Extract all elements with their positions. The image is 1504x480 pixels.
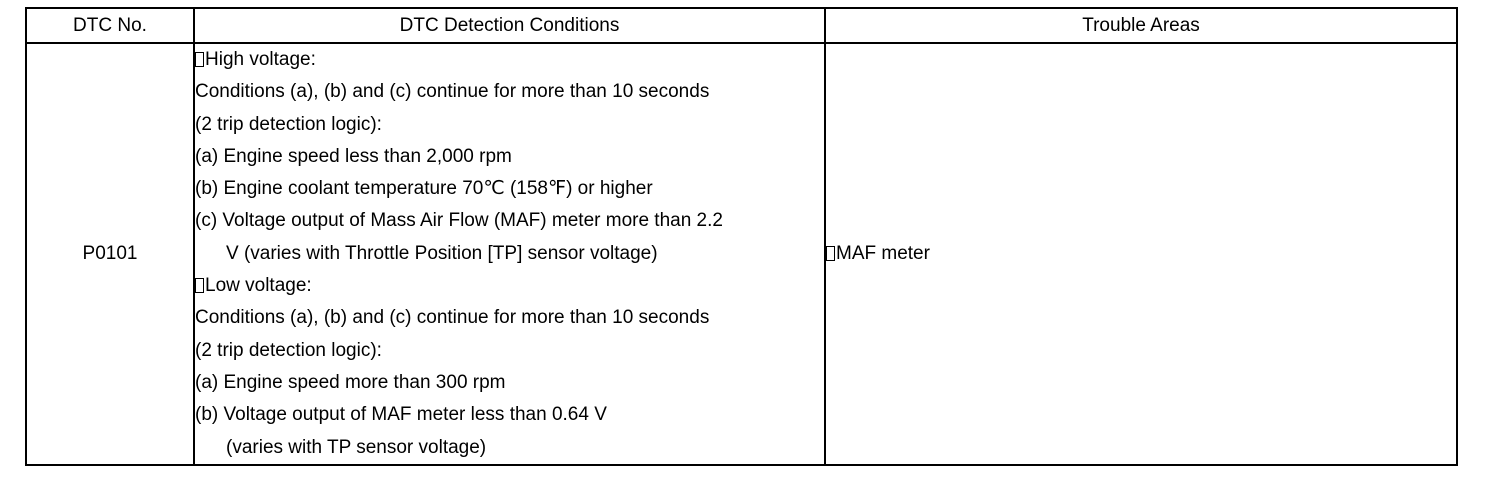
header-dtc-no: DTC No. [26,8,194,43]
bullet-box-icon [826,246,835,261]
condition-line: V (varies with Throttle Position [TP] sensor voltage) [226,242,658,264]
high-voltage-heading: High voltage: [195,44,824,76]
trouble-area-item: MAF meter [836,242,930,264]
condition-line: (a) Engine speed more than 300 rpm [195,371,506,393]
header-detection-conditions: DTC Detection Conditions [194,8,825,43]
condition-line: (b) Voltage output of MAF meter less than 0.64 V [195,404,607,426]
condition-line: (a) Engine speed less than 2,000 rpm [195,145,512,167]
bullet-box-icon [195,52,204,67]
header-trouble-areas: Trouble Areas [825,8,1457,43]
table-header-row [26,8,1457,43]
condition-line: (2 trip detection logic): [195,113,382,135]
dtc-code-cell [26,43,194,465]
dtc-code: P0101 [82,242,138,264]
condition-line: (b) Engine coolant temperature 70℃ (158℉) or higher [195,178,653,200]
trouble-areas-cell [825,43,1457,465]
condition-line: Conditions (a), (b) and (c) continue for more than 10 seconds [195,307,710,329]
condition-line: (varies with TP sensor voltage) [226,436,487,458]
condition-line: (2 trip detection logic): [195,339,382,361]
dtc-table [25,7,1458,466]
low-voltage-heading: Low voltage: [195,270,824,302]
table-row [26,43,1457,465]
condition-line: Conditions (a), (b) and (c) continue for more than 10 seconds [195,81,710,103]
bullet-box-icon [195,278,204,293]
condition-line: (c) Voltage output of Mass Air Flow (MAF) meter more than 2.2 [195,210,723,232]
detection-conditions-cell [194,43,825,465]
